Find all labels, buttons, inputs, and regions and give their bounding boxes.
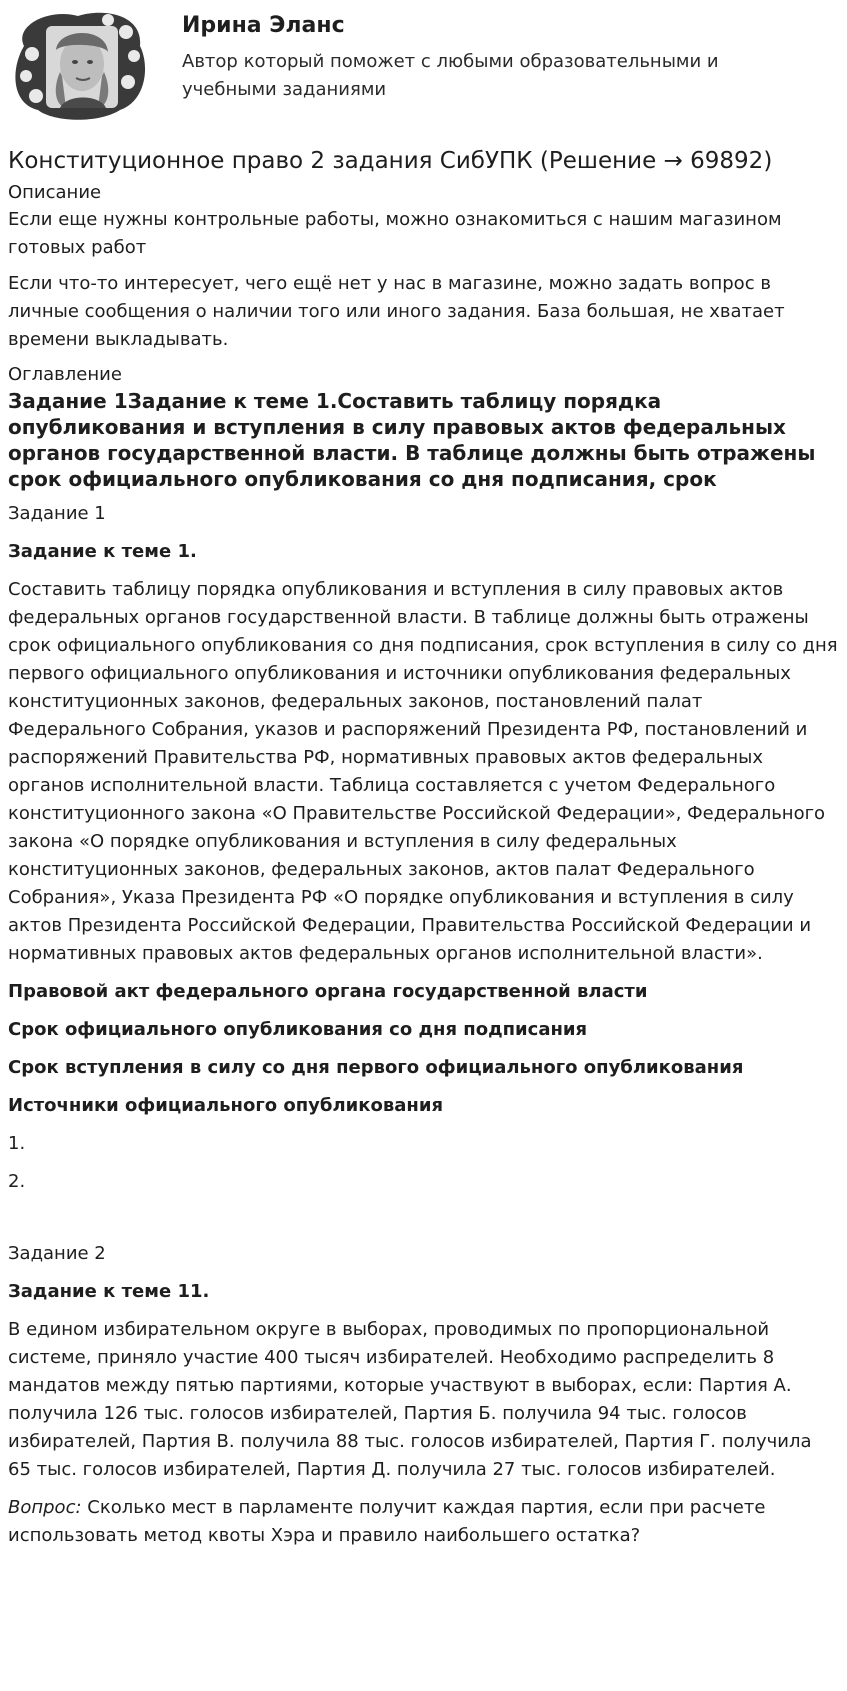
task-1-text: Составить таблицу порядка опубликования и вступления в силу правовых актов федеральных органов государственной власти. В таблице должны быть отражены срок официального опубликования со дня подписания, срок вступления в силу со дня первого официального опубликования и источники опубликования федеральных конституционных законов, федеральных законов, постановлений палат Федерального Собрания, указов и распоряжений Президента РФ, постановлений и распоряжений Правительства РФ, нормативных правовых актов федеральных органов исполнительной власти. Таблица составляется с учетом Федерального конституционного закона «О Правительстве Российской Федерации», Федерального закона «О порядке опубликования и вступления в силу федеральных конституционных законов, федеральных законов, актов палат Федерального Собрания», Указа Президента РФ «О порядке опубликования и вступления в силу актов Президента Российской Федерации, Правительства Российской Федерации и нормативных правовых актов федеральных органов исполнительной власти». — [8, 579, 838, 964]
toc-heading: Задание 1Задание к теме 1.Составить таблицу порядка опубликования и вступления в силу правовых актов федеральных органов государственной власти. В таблице должны быть отражены срок официального опубликования со дня подписания, срок — [8, 389, 816, 491]
list-item: 2. — [8, 1171, 26, 1192]
description-paragraph: Если еще нужны контрольные работы, можно ознакомиться с нашим магазином готовых работ — [8, 209, 782, 258]
film-reel-avatar-icon — [8, 6, 151, 124]
task-1-label: Задание 1 — [8, 503, 106, 524]
author-name[interactable]: Ирина Эланс — [182, 13, 345, 38]
author-avatar[interactable] — [8, 6, 151, 124]
task-2-question — [8, 1494, 839, 1550]
table-column-publication-term: Срок официального опубликования со дня подписания — [8, 1019, 588, 1040]
task-1-topic: Задание к теме 1. — [8, 541, 197, 562]
spacer — [8, 1206, 839, 1240]
document-title: Конституционное право 2 задания СибУПК (Решение → 69892) — [8, 148, 773, 174]
description-label: Описание — [8, 182, 102, 203]
table-column-entry-into-force: Срок вступления в силу со дня первого официального опубликования — [8, 1057, 744, 1078]
table-column-legal-act: Правовой акт федерального органа государственной власти — [8, 981, 648, 1002]
task-2-text: В едином избирательном округе в выборах, проводимых по пропорциональной системе, приняло участие 400 тысяч избирателей. Необходимо распределить 8 мандатов между пятью партиями, которые участвуют в выборах, если: Партия А. получила 126 тыс. голосов избирателей, Партия Б. получила 94 тыс. голосов избирателей, Партия В. получила 88 тыс. голосов избирателей, Партия Г. получила 65 тыс. голосов избирателей, Партия Д. получила 27 тыс. голосов избирателей. — [8, 1319, 812, 1480]
description-section — [8, 206, 839, 354]
toc-label: Оглавление — [8, 364, 122, 385]
description-paragraph: Если что-то интересует, чего ещё нет у нас в магазине, можно задать вопрос в личные сообщения о наличии того или иного задания. База большая, не хватает времени выкладывать. — [8, 273, 785, 350]
list-item: 1. — [8, 1133, 26, 1154]
question-label: Вопрос: — [8, 1497, 82, 1518]
task-2-label: Задание 2 — [8, 1243, 106, 1264]
question-text: Сколько мест в парламенте получит каждая партия, если при расчете использовать метод квоты Хэра и правило наибольшего остатка? — [8, 1497, 766, 1546]
author-card — [8, 0, 839, 130]
task-2-topic: Задание к теме 11. — [8, 1281, 210, 1302]
author-description: Автор который поможет с любыми образовательными и учебными заданиями — [182, 51, 719, 100]
table-column-sources: Источники официального опубликования — [8, 1095, 444, 1116]
